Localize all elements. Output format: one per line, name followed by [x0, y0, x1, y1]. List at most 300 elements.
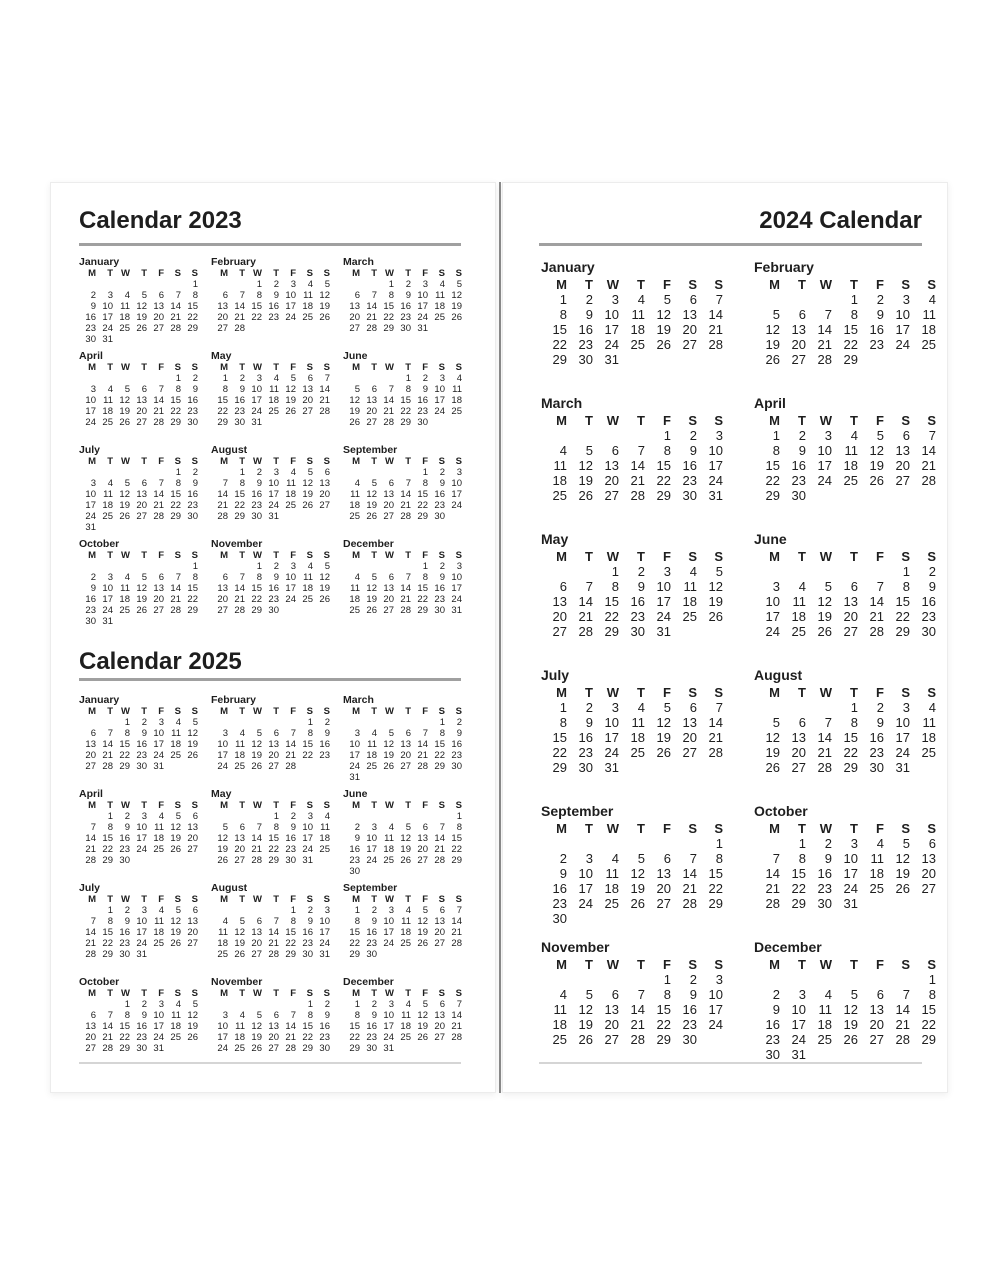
day-cell: 4	[559, 987, 567, 1002]
day-cell: 1	[124, 717, 130, 728]
month-grid	[343, 362, 462, 428]
day-cell: 11	[171, 1010, 181, 1021]
day-cell: 3	[902, 700, 910, 715]
day-cell: 19	[136, 312, 147, 323]
empty-cell	[113, 467, 130, 478]
empty-cell	[296, 417, 313, 428]
day-cell: 11	[631, 715, 645, 730]
weekday-header: W	[385, 362, 394, 373]
day-cell: 27	[187, 938, 198, 949]
month-name: May	[541, 531, 569, 547]
month-name: April	[79, 350, 103, 362]
day-cell: 1	[663, 428, 671, 443]
day-cell: 8	[192, 572, 198, 583]
weekday-header: M	[556, 820, 567, 836]
day-cell: 19	[630, 881, 645, 896]
month-name: December	[754, 939, 822, 955]
day-cell: 10	[153, 728, 164, 739]
day-cell: 22	[234, 500, 245, 511]
weekday-header: T	[585, 548, 593, 564]
day-cell: 25	[921, 745, 936, 760]
day-cell: 22	[765, 473, 780, 488]
month-may	[211, 788, 330, 882]
day-cell: 4	[559, 443, 567, 458]
day-cell: 4	[611, 851, 619, 866]
day-cell: 25	[268, 406, 279, 417]
day-cell: 19	[578, 1017, 593, 1032]
day-cell: 8	[422, 572, 428, 583]
day-cell: 10	[85, 395, 96, 406]
day-cell: 26	[417, 938, 428, 949]
empty-cell	[313, 605, 330, 616]
day-cell: 23	[366, 938, 377, 949]
empty-cell	[884, 1047, 910, 1062]
weekday-header: T	[273, 268, 279, 279]
month-august	[211, 882, 330, 976]
weekday-header: M	[352, 550, 360, 561]
day-cell: 4	[354, 572, 360, 583]
day-cell: 22	[417, 500, 428, 511]
empty-cell	[884, 972, 910, 987]
day-cell: 6	[222, 572, 228, 583]
day-cell: 21	[268, 938, 279, 949]
day-cell: 21	[708, 322, 723, 337]
day-cell: 16	[400, 301, 411, 312]
day-cell: 18	[383, 844, 394, 855]
day-cell: 13	[234, 833, 245, 844]
day-cell: 31	[895, 760, 910, 775]
day-cell: 12	[319, 290, 330, 301]
empty-cell	[567, 564, 593, 579]
weekday-header: S	[174, 988, 181, 999]
empty-cell	[343, 373, 360, 384]
weekday-header: M	[220, 988, 228, 999]
day-cell: 27	[319, 500, 330, 511]
month-grid	[211, 268, 330, 334]
day-cell: 14	[234, 583, 245, 594]
day-cell: 9	[141, 728, 147, 739]
day-cell: 17	[136, 927, 147, 938]
weekday-header: W	[121, 894, 130, 905]
empty-cell	[697, 760, 723, 775]
empty-cell	[377, 467, 394, 478]
weekday-header: W	[121, 988, 130, 999]
day-cell: 23	[268, 594, 279, 605]
day-cell: 31	[153, 761, 164, 772]
month-grid	[754, 412, 936, 503]
weekday-header: T	[371, 706, 377, 717]
day-cell: 17	[578, 881, 593, 896]
day-cell: 10	[285, 572, 296, 583]
day-cell: 5	[124, 384, 130, 395]
day-cell: 8	[663, 987, 671, 1002]
day-cell: 2	[90, 290, 96, 301]
empty-cell	[411, 772, 428, 783]
day-cell: 29	[765, 488, 780, 503]
day-cell: 13	[268, 739, 279, 750]
day-cell: 5	[715, 564, 723, 579]
day-cell: 1	[354, 999, 360, 1010]
day-cell: 11	[350, 489, 360, 500]
day-cell: 31	[708, 488, 723, 503]
empty-cell	[910, 896, 936, 911]
weekday-header: S	[714, 276, 723, 292]
month-grid	[541, 276, 723, 367]
day-cell: 2	[637, 564, 645, 579]
weekday-header: T	[637, 820, 645, 836]
empty-cell	[79, 905, 96, 916]
empty-cell	[593, 836, 619, 851]
day-cell: 9	[90, 301, 96, 312]
empty-cell	[130, 279, 147, 290]
day-cell: 20	[302, 395, 313, 406]
day-cell: 4	[354, 478, 360, 489]
empty-cell	[164, 1043, 181, 1054]
month-name: November	[211, 538, 263, 550]
day-cell: 22	[119, 750, 130, 761]
day-cell: 21	[170, 312, 181, 323]
day-cell: 16	[682, 1002, 697, 1017]
month-name: December	[343, 976, 394, 988]
day-cell: 22	[656, 473, 671, 488]
weekday-header: T	[239, 894, 245, 905]
day-cell: 17	[656, 594, 671, 609]
day-cell: 24	[102, 323, 113, 334]
day-cell: 6	[876, 987, 884, 1002]
month-grid	[754, 684, 936, 775]
weekday-header: S	[688, 956, 697, 972]
day-cell: 30	[434, 605, 445, 616]
empty-cell	[593, 972, 619, 987]
day-cell: 20	[656, 881, 671, 896]
empty-cell	[79, 999, 96, 1010]
day-cell: 7	[772, 851, 780, 866]
day-cell: 6	[689, 700, 697, 715]
day-cell: 12	[136, 301, 147, 312]
day-cell: 6	[239, 822, 245, 833]
day-cell: 11	[844, 443, 858, 458]
day-cell: 30	[85, 334, 96, 345]
day-cell: 13	[843, 594, 858, 609]
month-december	[343, 538, 462, 632]
weekday-header: T	[798, 276, 806, 292]
day-cell: 8	[439, 728, 445, 739]
day-cell: 29	[119, 1043, 130, 1054]
empty-cell	[296, 511, 313, 522]
day-cell: 26	[119, 417, 130, 428]
day-cell: 3	[371, 822, 377, 833]
day-cell: 7	[637, 443, 645, 458]
day-cell: 6	[798, 715, 806, 730]
day-cell: 4	[371, 728, 377, 739]
weekday-header: T	[637, 412, 645, 428]
day-cell: 25	[817, 1032, 832, 1047]
day-cell: 14	[869, 594, 884, 609]
weekday-header: F	[876, 684, 884, 700]
day-cell: 26	[656, 745, 671, 760]
empty-cell	[645, 760, 671, 775]
day-cell: 18	[552, 1017, 567, 1032]
empty-cell	[567, 428, 593, 443]
weekday-header: W	[819, 956, 832, 972]
day-cell: 28	[102, 761, 113, 772]
day-cell: 31	[349, 772, 360, 783]
day-cell: 18	[604, 881, 619, 896]
day-cell: 6	[439, 905, 445, 916]
day-cell: 12	[578, 1002, 593, 1017]
weekday-header: T	[239, 550, 245, 561]
day-cell: 10	[153, 1010, 164, 1021]
day-cell: 28	[708, 745, 723, 760]
weekday-header: T	[585, 684, 593, 700]
empty-cell	[411, 717, 428, 728]
month-name: January	[541, 259, 595, 275]
day-cell: 21	[102, 1032, 113, 1043]
day-cell: 13	[217, 583, 228, 594]
day-cell: 27	[366, 417, 377, 428]
day-cell: 10	[285, 290, 296, 301]
empty-cell	[147, 373, 164, 384]
day-cell: 30	[765, 1047, 780, 1062]
day-cell: 21	[400, 500, 411, 511]
day-cell: 23	[578, 337, 593, 352]
day-cell: 31	[102, 616, 113, 627]
day-cell: 9	[689, 443, 697, 458]
day-cell: 15	[170, 489, 181, 500]
day-cell: 23	[234, 406, 245, 417]
day-cell: 5	[192, 999, 198, 1010]
empty-cell	[279, 511, 296, 522]
day-cell: 24	[85, 511, 96, 522]
day-cell: 14	[451, 1010, 462, 1021]
day-cell: 14	[285, 1021, 296, 1032]
weekday-header: S	[455, 800, 462, 811]
weekday-header: F	[663, 548, 671, 564]
day-cell: 26	[383, 761, 394, 772]
empty-cell	[245, 905, 262, 916]
day-cell: 17	[102, 594, 113, 605]
day-cell: 7	[456, 905, 462, 916]
day-cell: 4	[222, 916, 228, 927]
day-cell: 15	[417, 583, 428, 594]
empty-cell	[445, 511, 462, 522]
day-cell: 26	[136, 605, 147, 616]
empty-cell	[377, 717, 394, 728]
day-cell: 14	[366, 301, 377, 312]
day-cell: 3	[256, 373, 262, 384]
weekday-header: T	[371, 362, 377, 373]
day-cell: 7	[107, 728, 113, 739]
day-cell: 1	[354, 905, 360, 916]
day-cell: 27	[268, 1043, 279, 1054]
month-april	[79, 788, 198, 882]
day-cell: 4	[798, 579, 806, 594]
day-cell: 26	[217, 855, 228, 866]
day-cell: 16	[451, 739, 462, 750]
day-cell: 28	[268, 949, 279, 960]
calendar-2025-title: Calendar 2025	[79, 648, 242, 675]
day-cell: 19	[765, 337, 780, 352]
day-cell: 29	[217, 417, 228, 428]
day-cell: 26	[630, 896, 645, 911]
day-cell: 1	[559, 700, 567, 715]
weekday-header: T	[637, 548, 645, 564]
day-cell: 18	[630, 322, 645, 337]
day-cell: 30	[268, 605, 279, 616]
empty-cell	[428, 417, 445, 428]
day-cell: 13	[434, 1010, 445, 1021]
weekday-header: M	[556, 276, 567, 292]
day-cell: 14	[234, 301, 245, 312]
day-cell: 28	[895, 1032, 910, 1047]
empty-cell	[754, 700, 780, 715]
day-cell: 12	[383, 739, 394, 750]
day-cell: 21	[251, 844, 262, 855]
day-cell: 23	[451, 750, 462, 761]
day-cell: 26	[136, 323, 147, 334]
month-name: July	[79, 444, 101, 456]
day-cell: 11	[269, 384, 279, 395]
day-cell: 19	[708, 594, 723, 609]
day-cell: 5	[824, 579, 832, 594]
day-cell: 30	[400, 323, 411, 334]
day-cell: 19	[366, 594, 377, 605]
empty-cell	[567, 972, 593, 987]
empty-cell	[411, 1043, 428, 1054]
day-cell: 11	[120, 301, 130, 312]
day-cell: 9	[876, 307, 884, 322]
empty-cell	[279, 605, 296, 616]
empty-cell	[296, 605, 313, 616]
day-cell: 1	[107, 811, 113, 822]
weekday-header: M	[352, 988, 360, 999]
day-cell: 6	[422, 822, 428, 833]
weekday-header: M	[769, 820, 780, 836]
day-cell: 18	[234, 750, 245, 761]
empty-cell	[228, 717, 245, 728]
weekday-header: S	[901, 276, 910, 292]
empty-cell	[164, 334, 181, 345]
day-cell: 13	[921, 851, 936, 866]
day-cell: 1	[192, 279, 198, 290]
weekday-header: S	[455, 268, 462, 279]
day-cell: 20	[349, 312, 360, 323]
weekday-header: S	[174, 456, 181, 467]
empty-cell	[313, 323, 330, 334]
day-cell: 13	[153, 583, 164, 594]
empty-cell	[96, 373, 113, 384]
month-grid	[541, 684, 723, 775]
weekday-header: F	[663, 684, 671, 700]
day-cell: 7	[422, 728, 428, 739]
empty-cell	[79, 717, 96, 728]
day-cell: 15	[217, 395, 228, 406]
day-cell: 18	[170, 1021, 181, 1032]
day-cell: 15	[791, 866, 806, 881]
day-cell: 11	[435, 290, 445, 301]
day-cell: 9	[798, 443, 806, 458]
day-cell: 22	[285, 938, 296, 949]
weekday-header: W	[121, 550, 130, 561]
empty-cell	[806, 564, 832, 579]
day-cell: 8	[256, 290, 262, 301]
day-cell: 10	[791, 1002, 806, 1017]
empty-cell	[411, 811, 428, 822]
month-grid	[211, 706, 330, 772]
day-cell: 21	[682, 881, 697, 896]
day-cell: 19	[843, 1017, 858, 1032]
day-cell: 2	[124, 905, 130, 916]
empty-cell	[181, 761, 198, 772]
day-cell: 25	[869, 881, 884, 896]
day-cell: 17	[85, 500, 96, 511]
day-cell: 27	[383, 511, 394, 522]
weekday-header: S	[174, 362, 181, 373]
weekday-header: T	[141, 706, 147, 717]
day-cell: 26	[319, 594, 330, 605]
day-cell: 11	[605, 866, 619, 881]
day-cell: 24	[319, 938, 330, 949]
day-cell: 19	[319, 301, 330, 312]
day-cell: 21	[869, 609, 884, 624]
empty-cell	[113, 334, 130, 345]
weekday-header: W	[121, 706, 130, 717]
weekday-header: S	[714, 956, 723, 972]
day-cell: 6	[90, 1010, 96, 1021]
empty-cell	[832, 564, 858, 579]
day-cell: 26	[366, 511, 377, 522]
empty-cell	[164, 616, 181, 627]
weekday-header: S	[438, 706, 445, 717]
day-cell: 6	[902, 428, 910, 443]
day-cell: 29	[234, 511, 245, 522]
day-cell: 15	[268, 833, 279, 844]
day-cell: 5	[192, 717, 198, 728]
weekday-header: S	[901, 956, 910, 972]
day-cell: 19	[656, 730, 671, 745]
month-name: May	[211, 788, 232, 800]
day-cell: 5	[876, 428, 884, 443]
empty-cell	[181, 949, 198, 960]
weekday-header: F	[290, 894, 296, 905]
weekday-header: S	[901, 548, 910, 564]
weekday-header: S	[438, 894, 445, 905]
weekday-header: T	[239, 456, 245, 467]
day-cell: 1	[307, 999, 313, 1010]
day-cell: 26	[817, 624, 832, 639]
day-cell: 25	[153, 938, 164, 949]
empty-cell	[428, 811, 445, 822]
weekday-header: T	[405, 988, 411, 999]
month-may	[211, 350, 330, 444]
weekday-header: S	[927, 276, 936, 292]
weekday-header: M	[88, 550, 96, 561]
day-cell: 22	[417, 594, 428, 605]
day-cell: 14	[153, 489, 164, 500]
right-page	[502, 182, 948, 1093]
day-cell: 12	[765, 730, 780, 745]
empty-cell	[96, 717, 113, 728]
day-cell: 21	[85, 844, 96, 855]
day-cell: 5	[663, 292, 671, 307]
empty-cell	[377, 949, 394, 960]
empty-cell	[377, 772, 394, 783]
day-cell: 2	[798, 428, 806, 443]
day-cell: 3	[290, 561, 296, 572]
day-cell: 19	[400, 844, 411, 855]
day-cell: 17	[604, 322, 619, 337]
day-cell: 4	[158, 811, 164, 822]
